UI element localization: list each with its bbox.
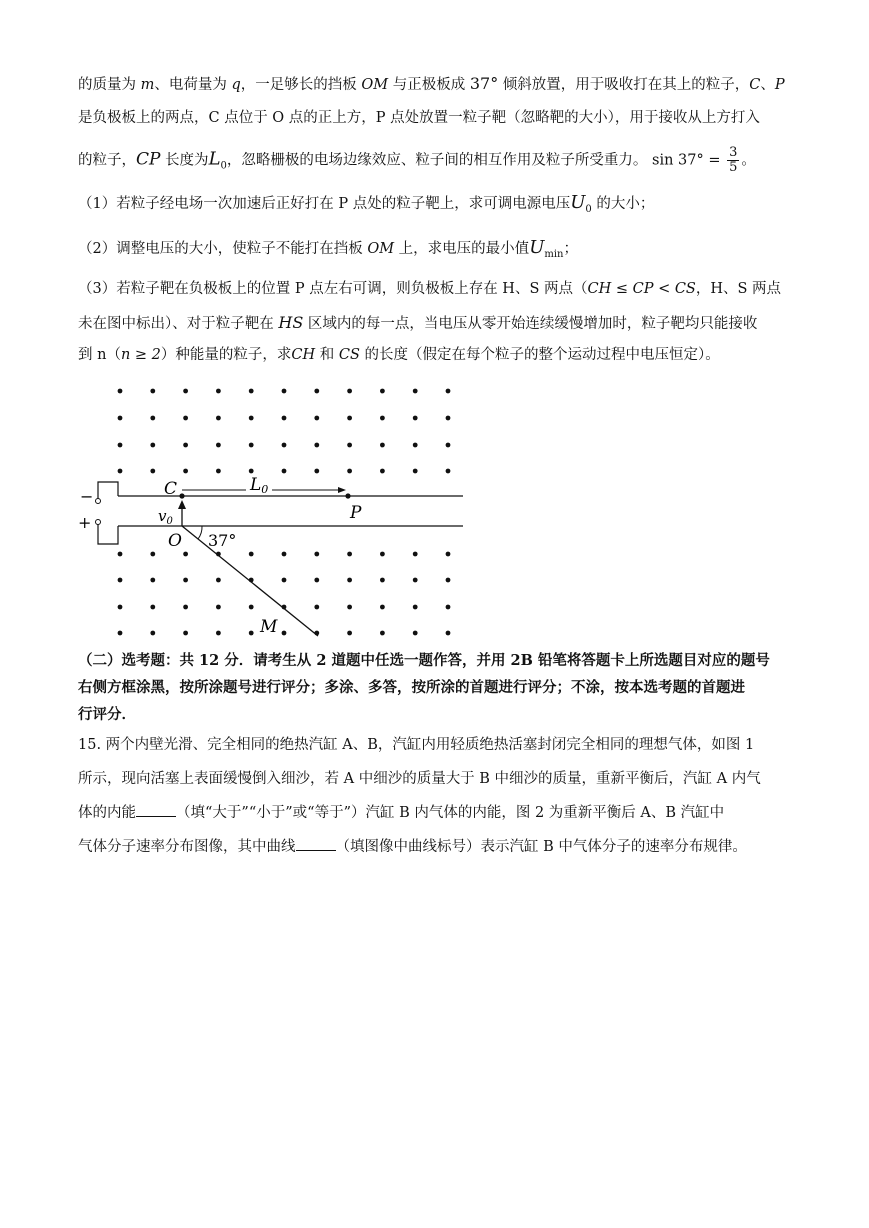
magnetic-field-dots (118, 389, 451, 636)
field-dot (282, 389, 287, 394)
q15-line-1: 15. 两个内壁光滑、完全相同的绝热汽缸 A、B，汽缸内用轻质绝热活塞封闭完全相同的理想气体，如图 1 (78, 737, 755, 753)
var-p: P (774, 77, 785, 93)
field-dot (380, 605, 385, 610)
answer-blank-1[interactable] (136, 802, 176, 817)
field-dot (216, 578, 221, 583)
v0-arrowhead (178, 500, 186, 509)
label-p: P (350, 503, 362, 523)
var-ch: CH (291, 347, 316, 363)
field-dot (150, 605, 155, 610)
field-dot (216, 416, 221, 421)
minus-sign: − (80, 487, 94, 506)
problem-line-3 (78, 146, 756, 176)
text: 倾斜放置，用于吸收打在其上的粒子， (498, 77, 750, 93)
var-om: OM (367, 241, 395, 257)
field-dot (413, 469, 418, 474)
field-dot (118, 389, 123, 394)
text: 和 (315, 347, 339, 363)
field-dot (446, 605, 451, 610)
field-dot (183, 389, 188, 394)
field-dot (183, 605, 188, 610)
var-m: m (140, 77, 155, 93)
field-dot (118, 469, 123, 474)
field-dot (413, 443, 418, 448)
field-dot (150, 552, 155, 557)
field-dot (380, 469, 385, 474)
var-q: q (231, 77, 241, 93)
section-header-line-3: 行评分． (78, 706, 136, 723)
label-o: O (168, 531, 182, 551)
field-dot (347, 631, 352, 636)
text: （2）调整电压的大小，使粒子不能打在挡板 (78, 241, 368, 257)
field-dot (118, 443, 123, 448)
field-dot (183, 469, 188, 474)
field-dot (347, 605, 352, 610)
sin-expression: sin 37° = (652, 152, 721, 169)
field-dot (380, 389, 385, 394)
field-dot (413, 578, 418, 583)
field-dot (282, 469, 287, 474)
field-dot (380, 443, 385, 448)
section-header-line-2: 右侧方框涂黑，按所涂题号进行评分；多涂、多答，按所涂的首题进行评分；不涂，按本选考题的首题进 (78, 679, 745, 696)
field-dot (249, 416, 254, 421)
var-om: OM (361, 77, 389, 93)
field-dot (446, 578, 451, 583)
field-dot (249, 389, 254, 394)
field-dot (183, 443, 188, 448)
denominator: 5 (729, 160, 738, 175)
field-dot (282, 552, 287, 557)
field-dot (380, 552, 385, 557)
label-c: C (164, 479, 178, 499)
field-dot (347, 469, 352, 474)
text: ，H、S 两点 (695, 281, 782, 297)
var-u0: U (570, 192, 586, 213)
text: 、 (760, 77, 775, 93)
question-2 (78, 238, 578, 265)
text: 的粒子， (78, 152, 136, 169)
question-1 (78, 193, 654, 220)
numerator: 3 (729, 145, 738, 160)
field-dot (314, 578, 319, 583)
positive-terminal-wire (98, 522, 118, 544)
field-dot (118, 552, 123, 557)
field-dot (347, 578, 352, 583)
field-dot (216, 469, 221, 474)
field-dot (446, 631, 451, 636)
subscript: 0 (585, 203, 592, 215)
text: 、电荷量为 (154, 77, 232, 93)
field-dot (118, 578, 123, 583)
text: 的大小； (591, 196, 655, 212)
question-3-line-2 (78, 313, 757, 334)
angle-text: 37° (469, 74, 499, 93)
text: （1）若粒子经电场一次加速后正好打在 P 点处的粒子靶上，求可调电源电压 (78, 196, 571, 212)
var-c: C (749, 77, 761, 93)
field-dot (118, 605, 123, 610)
text: 气体分子速率分布图像，其中曲线 (78, 839, 296, 855)
n-condition: n ≥ 2 (120, 347, 161, 363)
text: 的质量为 (78, 77, 141, 93)
baffle-om (182, 526, 318, 636)
field-dot (216, 631, 221, 636)
var-cs: CS (338, 347, 360, 363)
label-l0: L0 (250, 475, 269, 496)
field-dot (118, 416, 123, 421)
field-dot (282, 578, 287, 583)
text: ，一足够长的挡板 (240, 77, 362, 93)
inequality: CH ≤ CP < CS (587, 281, 696, 297)
field-dot (446, 443, 451, 448)
l0-arrowhead (338, 487, 346, 493)
problem-line-2: 是负极板上的两点，C 点位于 O 点的正上方，P 点处放置一粒子靶（忽略靶的大小），用于接收从上方打入 (78, 110, 760, 126)
field-dot (282, 443, 287, 448)
plus-sign: + (78, 513, 92, 532)
field-dot (446, 389, 451, 394)
field-dot (446, 469, 451, 474)
field-dot (446, 552, 451, 557)
negative-terminal-wire (98, 482, 118, 501)
field-dot (413, 605, 418, 610)
field-dot (380, 631, 385, 636)
field-dot (413, 389, 418, 394)
field-dot (380, 416, 385, 421)
point-p (345, 493, 350, 498)
q15-line-4 (78, 836, 747, 857)
field-dot (314, 416, 319, 421)
field-dot (216, 443, 221, 448)
var-l0: L (208, 148, 221, 170)
text: （填“大于”“小于”或“等于”）汽缸 B 内气体的内能，图 2 为重新平衡后 A、B 汽缸中 (176, 805, 725, 821)
field-dot (249, 552, 254, 557)
field-dot (347, 443, 352, 448)
field-dot (216, 605, 221, 610)
field-dot (183, 416, 188, 421)
field-dot (183, 631, 188, 636)
field-dot (150, 469, 155, 474)
field-dot (446, 416, 451, 421)
field-dot (150, 389, 155, 394)
field-dot (314, 443, 319, 448)
field-dot (249, 631, 254, 636)
text: 。 (741, 152, 756, 169)
q15-line-3 (78, 802, 724, 823)
question-3-line-3 (78, 345, 720, 365)
field-dot (183, 552, 188, 557)
label-m: M (260, 617, 278, 637)
field-dot (183, 578, 188, 583)
field-dot (314, 389, 319, 394)
field-dot (282, 631, 287, 636)
point-c (179, 493, 184, 498)
field-dot (413, 631, 418, 636)
field-dot (150, 416, 155, 421)
text: 到 n（ (78, 347, 121, 363)
subscript: min (544, 248, 564, 260)
text: ； (563, 241, 578, 257)
q15-line-2: 所示，现向活塞上表面缓慢倒入细沙，若 A 中细沙的质量大于 B 中细沙的质量，重新平衡后，汽缸 A 内气 (78, 771, 761, 787)
field-dot (347, 416, 352, 421)
field-dot (150, 631, 155, 636)
question-3-line-1 (78, 279, 781, 299)
field-dot (314, 552, 319, 557)
label-angle: 37° (208, 531, 237, 550)
var-umin: U (529, 237, 545, 258)
text: 长度为 (160, 152, 209, 169)
angle-arc (198, 526, 202, 539)
positive-terminal (96, 520, 101, 525)
text: ，忽略栅极的电场边缘效应、粒子间的相互作用及粒子所受重力。 (226, 152, 648, 169)
text: ）种能量的粒子，求 (160, 347, 292, 363)
text: 体的内能 (78, 805, 136, 821)
text: 未在图中标出）、对于粒子靶在 (78, 316, 279, 332)
field-dot (249, 443, 254, 448)
subscript: 0 (220, 160, 227, 172)
field-dot (150, 578, 155, 583)
var-hs: HS (278, 313, 304, 332)
field-dot (282, 416, 287, 421)
problem-line-1 (78, 74, 785, 95)
var-cp: CP (136, 149, 161, 170)
field-dot (314, 605, 319, 610)
field-dot (249, 469, 254, 474)
text: 的长度（假定在每个粒子的整个运动过程中电压恒定）。 (359, 347, 720, 363)
field-dot (347, 389, 352, 394)
section-header-line-1: （二）选考题：共 12 分．请考生从 2 道题中任选一题作答，并用 2B 铅笔将答题卡上所选题目对应的题号 (78, 652, 770, 669)
field-dot (118, 631, 123, 636)
field-dot (216, 389, 221, 394)
text: 与正极板成 (388, 77, 470, 93)
text: （3）若粒子靶在负极板上的位置 P 点左右可调，则负极板上存在 H、S 两点（ (78, 281, 588, 297)
field-dot (314, 469, 319, 474)
field-dot (249, 605, 254, 610)
text: （填图像中曲线标号）表示汽缸 B 中气体分子的速率分布规律。 (335, 839, 747, 855)
text: 上，求电压的最小值 (394, 241, 530, 257)
field-dot (347, 552, 352, 557)
field-dot (380, 578, 385, 583)
label-v0: $v_0$ (158, 507, 173, 527)
fraction (727, 146, 739, 175)
negative-terminal (96, 499, 101, 504)
field-dot (413, 552, 418, 557)
field-dot (413, 416, 418, 421)
physics-diagram (78, 378, 478, 640)
text: 区域内的每一点，当电压从零开始连续缓慢增加时，粒子靶均只能接收 (303, 316, 758, 332)
field-dot (150, 443, 155, 448)
answer-blank-2[interactable] (296, 836, 336, 851)
